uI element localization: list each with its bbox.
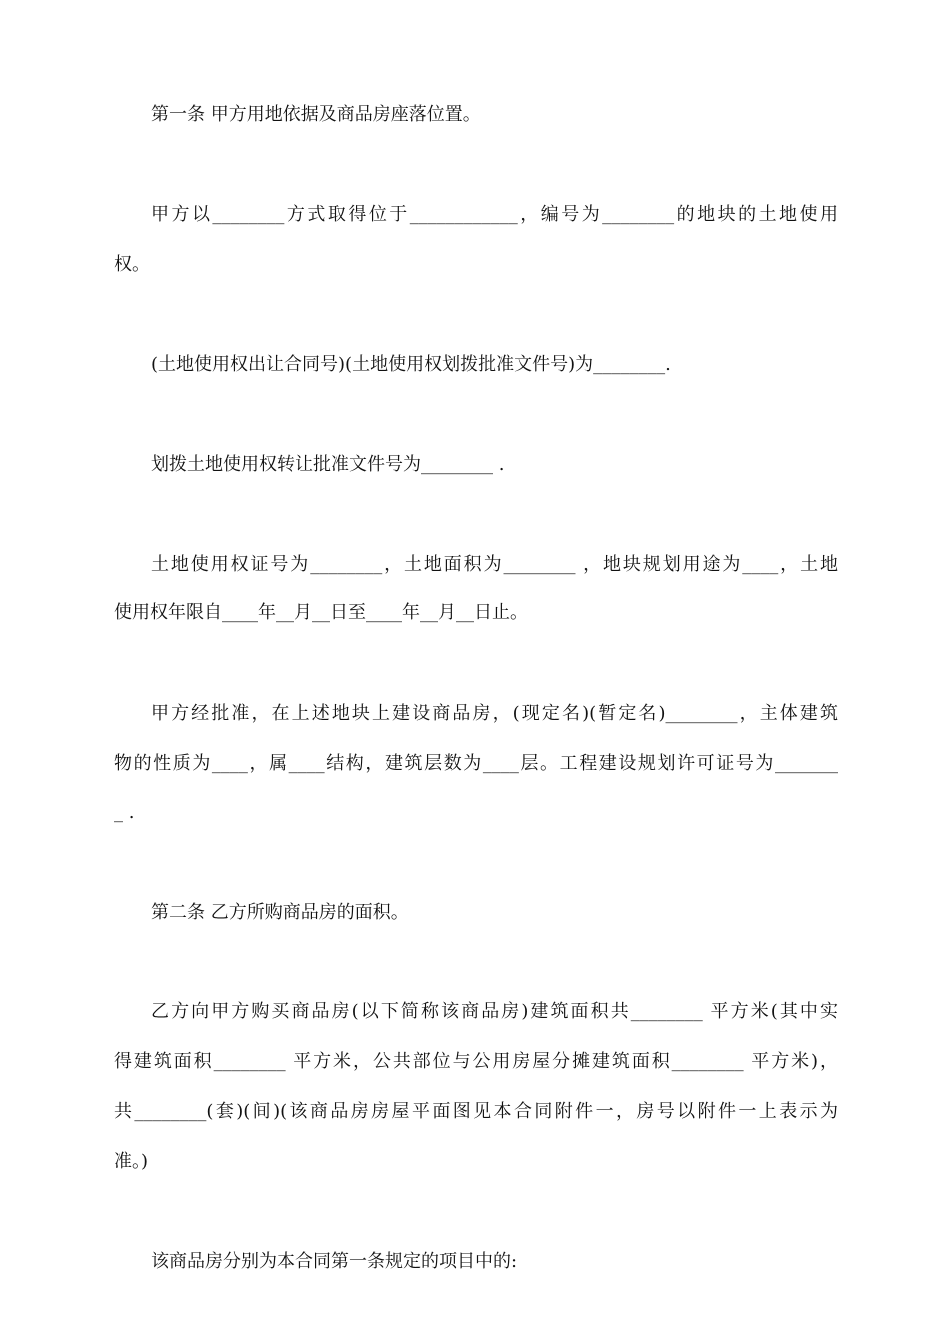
- article-2-paragraph-1-line-4: 准。): [114, 1151, 149, 1172]
- article-1-paragraph-3: 划拨土地使用权转让批准文件号为________ .: [151, 454, 505, 475]
- article-1-paragraph-2: (土地使用权出让合同号)(土地使用权划拨批准文件号)为________.: [151, 354, 671, 375]
- article-2-paragraph-1-line-3: 共________(套)(间)(该商品房房屋平面图见本合同附件一，房号以附件一上表示为: [114, 1101, 838, 1122]
- article-1-paragraph-5-line-1: 甲方经批准，在上述地块上建设商品房，(现定名)(暂定名)________，主体建筑: [151, 703, 838, 724]
- article-1-paragraph-5-line-2: 物的性质为____，属____结构，建筑层数为____层。工程建设规划许可证号为_______: [114, 753, 838, 774]
- article-2-paragraph-1-line-1: 乙方向甲方购买商品房(以下简称该商品房)建筑面积共________ 平方米(其中实: [151, 1001, 838, 1022]
- article-2-paragraph-1-line-2: 得建筑面积________ 平方米，公共部位与公用房屋分摊建筑面积________ 平方米)，: [114, 1051, 838, 1072]
- article-1-paragraph-4-line-1: 土地使用权证号为________，土地面积为________ ，地块规划用途为____，土地: [151, 554, 838, 575]
- article-2-paragraph-2: 该商品房分别为本合同第一条规定的项目中的:: [151, 1251, 518, 1272]
- article-1-paragraph-5-line-3: _ .: [114, 802, 135, 823]
- article-1-paragraph-4-line-2: 使用权年限自____年__月__日至____年__月__日止。: [114, 602, 528, 623]
- article-2-heading: 第二条 乙方所购商品房的面积。: [151, 902, 409, 923]
- article-1-paragraph-1-line-2: 权。: [114, 254, 150, 275]
- article-1-heading: 第一条 甲方用地依据及商品房座落位置。: [151, 104, 481, 125]
- article-1-paragraph-1-line-1: 甲方以________方式取得位于____________，编号为________的地块的土地使用: [151, 204, 838, 225]
